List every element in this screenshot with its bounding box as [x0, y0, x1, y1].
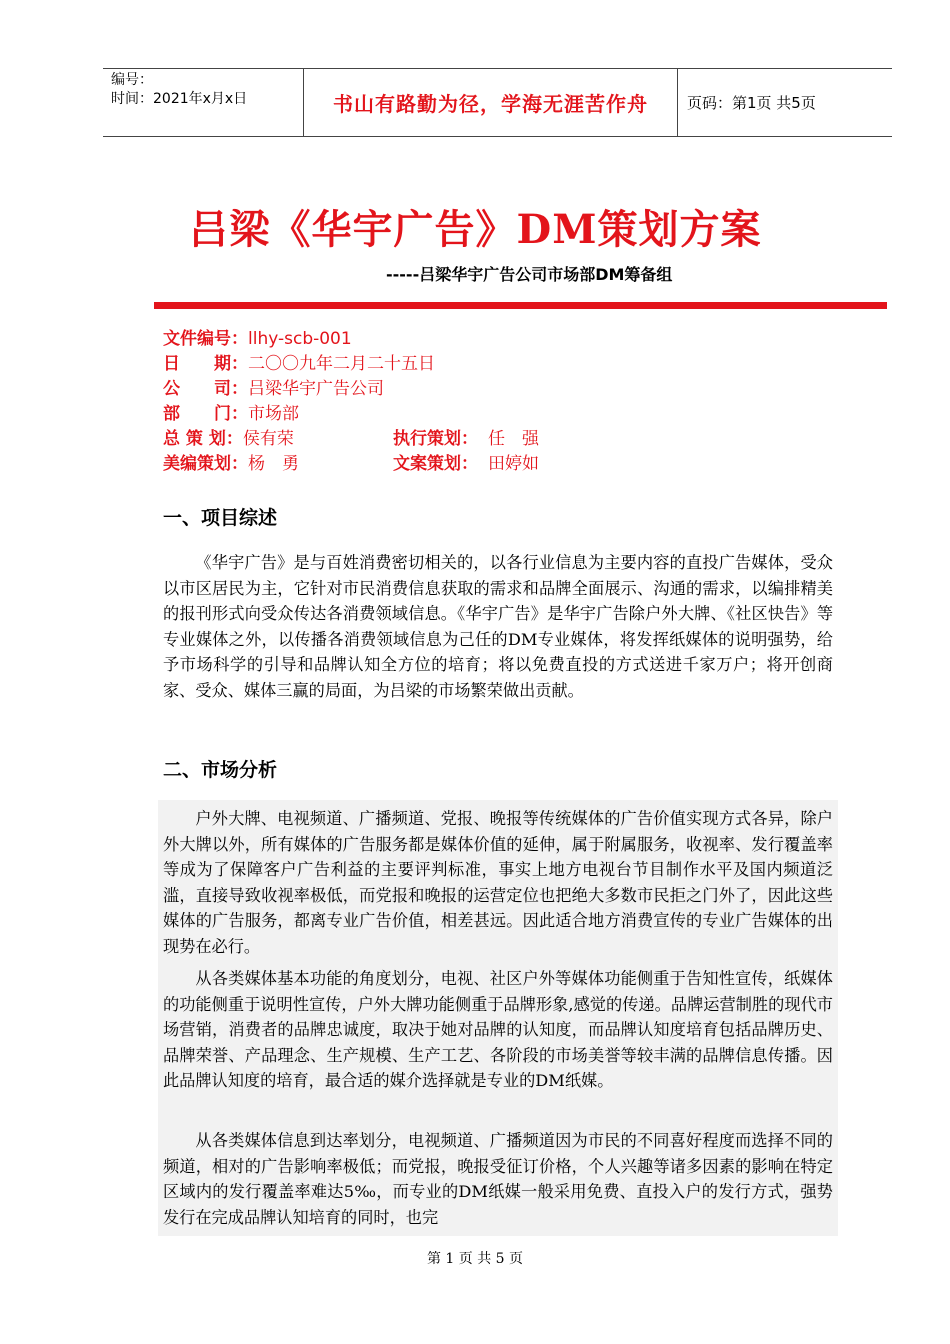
header-table [103, 68, 892, 137]
meta-company [163, 377, 384, 402]
number-label: 编号： [111, 72, 153, 88]
meta-value: llhy-scb-001 [248, 329, 352, 349]
header-page-cell [678, 69, 892, 136]
paragraph: 《华宇广告》是与百姓消费密切相关的，以各行业信息为主要内容的直投广告媒体，受众以市区居民为主，它针对市民消费信息获取的需求和品牌全面展示、沟通的需求，以编排精美的报刊形式向受众传达各消费领域信息。《华宇广告》是华宇广告除户外大牌、《社区快告》等专业媒体之外，以传播各消费领域信息为己任的DM专业媒体，将发挥纸媒体的说明强势，给予市场科学的引导和品牌认知全方位的培育；将以免费直投的方式送进千家万户；将开创商家、受众、媒体三赢的局面，为吕梁的市场繁荣做出贡献。 [163, 553, 833, 700]
motto: 书山有路勤为径，学海无涯苦作舟 [333, 92, 648, 116]
meta-chief-row [163, 427, 539, 452]
paragraph: 户外大牌、电视频道、广播频道、党报、晚报等传统媒体的广告价值实现方式各异，除户外大牌以外，所有媒体的广告服务都是媒体价值的延伸，属于附属服务，收视率、发行覆盖率等成为了保障客户广告利益的主要评判标准，事实上地方电视台节目制作水平及国内频道泛滥，直接导致收视率极低，而党报和晚报的运营定位也把绝大多数市民拒之门外了，因此这些媒体的广告服务，都离专业广告价值，相差甚远。因此适合地方消费宣传的专业广告媒体的出现势在必行。 [163, 809, 833, 956]
paragraph: 从各类媒体基本功能的角度划分，电视、社区户外等媒体功能侧重于告知性宣传，纸媒体的功能侧重于说明性宣传，户外大牌功能侧重于品牌形象,感觉的传递。品牌运营制胜的现代市场营销，消费者的品牌忠诚度，取决于她对品牌的认知度，而品牌认知度培育包括品牌历史、品牌荣誉、产品理念、生产规模、生产工艺、各阶段的市场美誉等较丰满的品牌信息传播。因此品牌认知度的培育，最合适的媒介选择就是专业的DM纸媒。 [163, 969, 833, 1091]
meta-file-no [163, 327, 352, 352]
meta-label: 文件编号： [163, 329, 248, 349]
red-divider [154, 302, 887, 309]
meta-value: 二〇〇九年二月二十五日 [248, 354, 435, 374]
meta-label: 执行策划： [393, 429, 478, 449]
paragraph: 从各类媒体信息到达率划分，电视频道、广播频道因为市民的不同喜好程度而选择不同的频道，相对的广告影响率极低；而党报，晚报受征订价格，个人兴趣等诸多因素的影响在特定区域内的发行覆盖率难达5‰，而专业的DM纸媒一般采用免费、直投入户的发行方式，强势发行在完成品牌认知培育的同时，也完 [163, 1131, 833, 1227]
meta-value: 侯有荣 [242, 429, 294, 449]
meta-value: 杨 勇 [248, 454, 299, 474]
document-subtitle: -----吕梁华宇广告公司市场部DM筹备组 [386, 265, 673, 284]
meta-label: 美编策划： [163, 454, 248, 474]
page-footer: 第 1 页 共 5 页 [426, 1251, 524, 1267]
header-motto-cell [304, 69, 677, 136]
section-heading: 一、项目综述 [163, 507, 278, 529]
document-title: 吕梁《华宇广告》DM策划方案 [188, 206, 762, 253]
section-heading: 二、市场分析 [163, 759, 278, 781]
meta-dept [163, 402, 299, 427]
page-info: 页码：第1页 共5页 [687, 94, 816, 112]
meta-value: 吕梁华宇广告公司 [248, 379, 384, 399]
meta-label: 总 策 划： [163, 429, 243, 449]
meta-label: 文案策划： [393, 454, 478, 474]
time-label: 时间：2021年x月x日 [111, 91, 248, 107]
meta-art-row [163, 452, 539, 477]
meta-value: 田婷如 [488, 454, 539, 474]
meta-date [163, 352, 435, 377]
meta-label: 部 门： [163, 404, 248, 424]
meta-label: 公 司： [163, 379, 248, 399]
meta-value: 市场部 [248, 404, 299, 424]
meta-label: 日 期： [163, 354, 248, 374]
meta-value: 任 强 [488, 429, 539, 449]
header-left-cell [103, 69, 303, 136]
